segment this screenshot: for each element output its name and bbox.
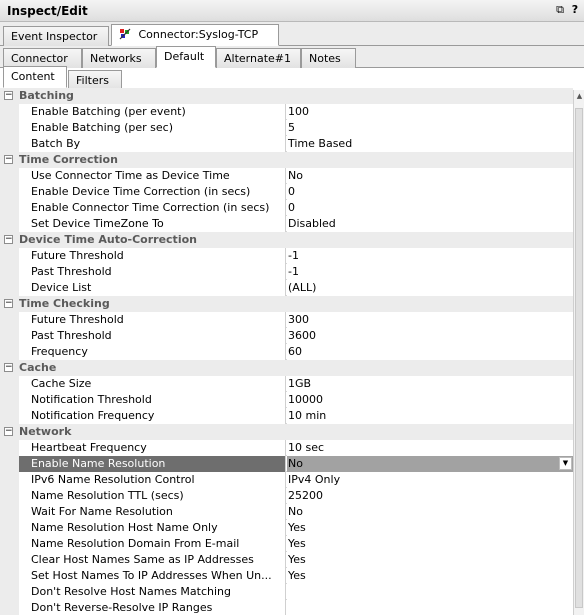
tab-label: Connector (11, 52, 68, 65)
property-name: Enable Name Resolution (19, 456, 286, 472)
row-gutter (0, 456, 19, 472)
tab-event-inspector[interactable] (3, 26, 109, 46)
panel-title: Inspect/Edit (7, 4, 88, 18)
property-row[interactable] (0, 104, 573, 120)
property-value[interactable] (287, 440, 573, 456)
property-name: Device List (19, 280, 286, 296)
row-gutter (0, 200, 19, 216)
category-header[interactable] (0, 232, 573, 248)
property-value[interactable] (287, 552, 573, 568)
property-name: Frequency (19, 344, 286, 360)
category-header[interactable] (0, 424, 573, 440)
property-value[interactable] (287, 264, 573, 280)
row-gutter (0, 264, 19, 280)
property-value-text: Time Based (288, 137, 353, 150)
tab-label: Alternate#1 (224, 52, 291, 65)
category-label: Time Checking (19, 297, 110, 310)
property-value[interactable] (287, 120, 573, 136)
category-header[interactable] (0, 296, 573, 312)
tab-connector-syslog-tcp[interactable] (111, 24, 279, 46)
property-value-text: 300 (288, 313, 309, 326)
tab-label: Event Inspector (11, 30, 98, 43)
tab-label: Default (164, 50, 205, 63)
property-value-text: No (288, 457, 303, 470)
property-value-text: Yes (288, 521, 306, 534)
row-gutter (0, 136, 19, 152)
property-row[interactable] (0, 376, 573, 392)
property-value[interactable] (287, 344, 573, 360)
collapse-toggle-icon[interactable]: − (5, 298, 13, 308)
property-row[interactable] (0, 344, 573, 360)
property-value[interactable] (287, 520, 573, 536)
property-row[interactable] (0, 568, 573, 584)
property-name: Enable Connector Time Correction (in secs) (19, 200, 286, 216)
property-name: Future Threshold (19, 248, 286, 264)
property-value[interactable] (287, 184, 573, 200)
property-row[interactable] (0, 120, 573, 136)
property-name: Enable Batching (per sec) (19, 120, 286, 136)
row-gutter (0, 392, 19, 408)
property-row[interactable] (0, 168, 573, 184)
property-value[interactable] (287, 216, 573, 232)
category-header[interactable] (0, 152, 573, 168)
property-value-text: IPv4 Only (288, 473, 341, 486)
property-name: Name Resolution TTL (secs) (19, 488, 286, 504)
row-gutter (0, 280, 19, 296)
row-gutter (0, 504, 19, 520)
category-header[interactable] (0, 88, 573, 104)
category-label: Time Correction (19, 153, 118, 166)
property-row[interactable] (0, 392, 573, 408)
property-value-text: (ALL) (288, 281, 317, 294)
property-value[interactable] (287, 472, 573, 488)
connector-icon (119, 28, 131, 40)
scrollbar-thumb[interactable] (575, 108, 583, 608)
property-value[interactable] (287, 456, 573, 472)
property-value[interactable] (287, 280, 573, 296)
property-value-text: -1 (288, 249, 299, 262)
property-name: Enable Device Time Correction (in secs) (19, 184, 286, 200)
row-gutter (0, 584, 19, 600)
row-gutter (0, 568, 19, 584)
property-row[interactable] (0, 520, 573, 536)
property-name: Batch By (19, 136, 286, 152)
property-value-text: Disabled (288, 217, 336, 230)
tab-alternate-1[interactable] (216, 48, 301, 68)
tab-label: Connector:Syslog-TCP (138, 28, 259, 41)
property-row[interactable] (0, 552, 573, 568)
tab-content[interactable] (3, 66, 67, 88)
property-row[interactable] (0, 328, 573, 344)
property-name: Clear Host Names Same as IP Addresses (19, 552, 286, 568)
property-value[interactable] (287, 200, 573, 216)
property-value[interactable] (287, 584, 573, 600)
property-row[interactable] (0, 440, 573, 456)
help-icon[interactable]: ? (571, 3, 579, 16)
property-value[interactable] (287, 168, 573, 184)
property-row[interactable] (0, 200, 573, 216)
tab-networks[interactable] (82, 48, 156, 68)
row-gutter (0, 536, 19, 552)
property-name: Enable Batching (per event) (19, 104, 286, 120)
property-row[interactable] (0, 456, 573, 472)
row-gutter (0, 520, 19, 536)
property-value-text: -1 (288, 265, 299, 278)
row-gutter (0, 120, 19, 136)
property-value[interactable] (287, 312, 573, 328)
property-name: Name Resolution Domain From E-mail (19, 536, 286, 552)
row-gutter (0, 488, 19, 504)
scroll-up-icon[interactable]: ▲ (576, 92, 583, 100)
property-value-text: Yes (288, 537, 306, 550)
property-value-text: 10000 (288, 393, 323, 406)
property-value-text: 25200 (288, 489, 323, 502)
property-value[interactable] (287, 328, 573, 344)
property-name: Don't Reverse-Resolve IP Ranges (19, 600, 286, 615)
property-name: Notification Frequency (19, 408, 286, 424)
property-row[interactable] (0, 264, 573, 280)
property-value-text: 3600 (288, 329, 316, 342)
row-gutter (0, 104, 19, 120)
property-row[interactable] (0, 312, 573, 328)
inspector-tabs (0, 22, 584, 46)
tab-label: Content (11, 70, 55, 83)
property-name: IPv6 Name Resolution Control (19, 472, 286, 488)
property-value[interactable] (287, 104, 573, 120)
row-gutter (0, 312, 19, 328)
property-name: Cache Size (19, 376, 286, 392)
property-row[interactable] (0, 584, 573, 600)
content-tabs (0, 68, 584, 90)
property-row[interactable] (0, 488, 573, 504)
category-label: Device Time Auto-Correction (19, 233, 197, 246)
tab-label: Notes (309, 52, 341, 65)
row-gutter (0, 184, 19, 200)
property-value[interactable] (287, 136, 573, 152)
title-bar (0, 0, 584, 22)
row-gutter (0, 552, 19, 568)
property-value-text: 1GB (288, 377, 312, 390)
property-name: Heartbeat Frequency (19, 440, 286, 456)
property-name: Past Threshold (19, 328, 286, 344)
tab-label: Filters (76, 74, 109, 87)
property-value[interactable] (287, 600, 573, 615)
chevron-down-icon[interactable]: ▼ (559, 457, 572, 470)
property-row[interactable] (0, 472, 573, 488)
property-row[interactable] (0, 248, 573, 264)
collapse-toggle-icon[interactable]: − (5, 90, 13, 100)
property-value-text: 10 sec (288, 441, 325, 454)
collapse-toggle-icon[interactable]: − (5, 362, 13, 372)
property-row[interactable] (0, 600, 573, 615)
row-gutter (0, 440, 19, 456)
row-gutter (0, 344, 19, 360)
property-value-text: 0 (288, 185, 295, 198)
collapse-toggle-icon[interactable]: − (5, 234, 13, 244)
property-name: Wait For Name Resolution (19, 504, 286, 520)
tab-filters[interactable] (68, 70, 122, 90)
property-value-text: No (288, 169, 303, 182)
property-name: Set Device TimeZone To (19, 216, 286, 232)
row-gutter (0, 376, 19, 392)
property-name: Set Host Names To IP Addresses When Un... (19, 568, 286, 584)
tab-label: Networks (90, 52, 142, 65)
collapse-toggle-icon[interactable]: − (5, 426, 13, 436)
property-value-text: 100 (288, 105, 309, 118)
connector-tabs (0, 46, 584, 68)
row-gutter (0, 216, 19, 232)
category-label: Cache (19, 361, 57, 374)
property-name: Notification Threshold (19, 392, 286, 408)
property-grid (0, 88, 573, 615)
property-value[interactable] (287, 376, 573, 392)
property-value-text: Yes (288, 569, 306, 582)
property-name: Use Connector Time as Device Time (19, 168, 286, 184)
restore-icon[interactable]: ⧉ (556, 3, 564, 16)
property-value[interactable] (287, 248, 573, 264)
property-row[interactable] (0, 216, 573, 232)
property-value[interactable] (287, 488, 573, 504)
property-value[interactable] (287, 568, 573, 584)
row-gutter (0, 472, 19, 488)
category-label: Batching (19, 89, 74, 102)
property-row[interactable] (0, 536, 573, 552)
property-value[interactable] (287, 504, 573, 520)
property-name: Past Threshold (19, 264, 286, 280)
row-gutter (0, 408, 19, 424)
category-label: Network (19, 425, 72, 438)
row-gutter (0, 168, 19, 184)
property-row[interactable] (0, 280, 573, 296)
property-row[interactable] (0, 408, 573, 424)
row-gutter (0, 600, 19, 615)
property-value-text: 60 (288, 345, 302, 358)
property-value[interactable] (287, 392, 573, 408)
property-value[interactable] (287, 408, 573, 424)
property-name: Don't Resolve Host Names Matching (19, 584, 286, 600)
tab-notes[interactable] (301, 48, 356, 68)
property-row[interactable] (0, 136, 573, 152)
tab-default[interactable] (156, 46, 216, 68)
property-name: Future Threshold (19, 312, 286, 328)
property-row[interactable] (0, 504, 573, 520)
property-value-text: Yes (288, 553, 306, 566)
category-header[interactable] (0, 360, 573, 376)
property-row[interactable] (0, 184, 573, 200)
property-value-text: 0 (288, 201, 295, 214)
collapse-toggle-icon[interactable]: − (5, 154, 13, 164)
property-name: Name Resolution Host Name Only (19, 520, 286, 536)
vertical-scrollbar[interactable] (573, 90, 584, 615)
row-gutter (0, 248, 19, 264)
property-value-text: 5 (288, 121, 295, 134)
property-value[interactable] (287, 536, 573, 552)
property-value-text: No (288, 505, 303, 518)
property-value-text: 10 min (288, 409, 327, 422)
row-gutter (0, 328, 19, 344)
tab-connector[interactable] (3, 48, 82, 68)
